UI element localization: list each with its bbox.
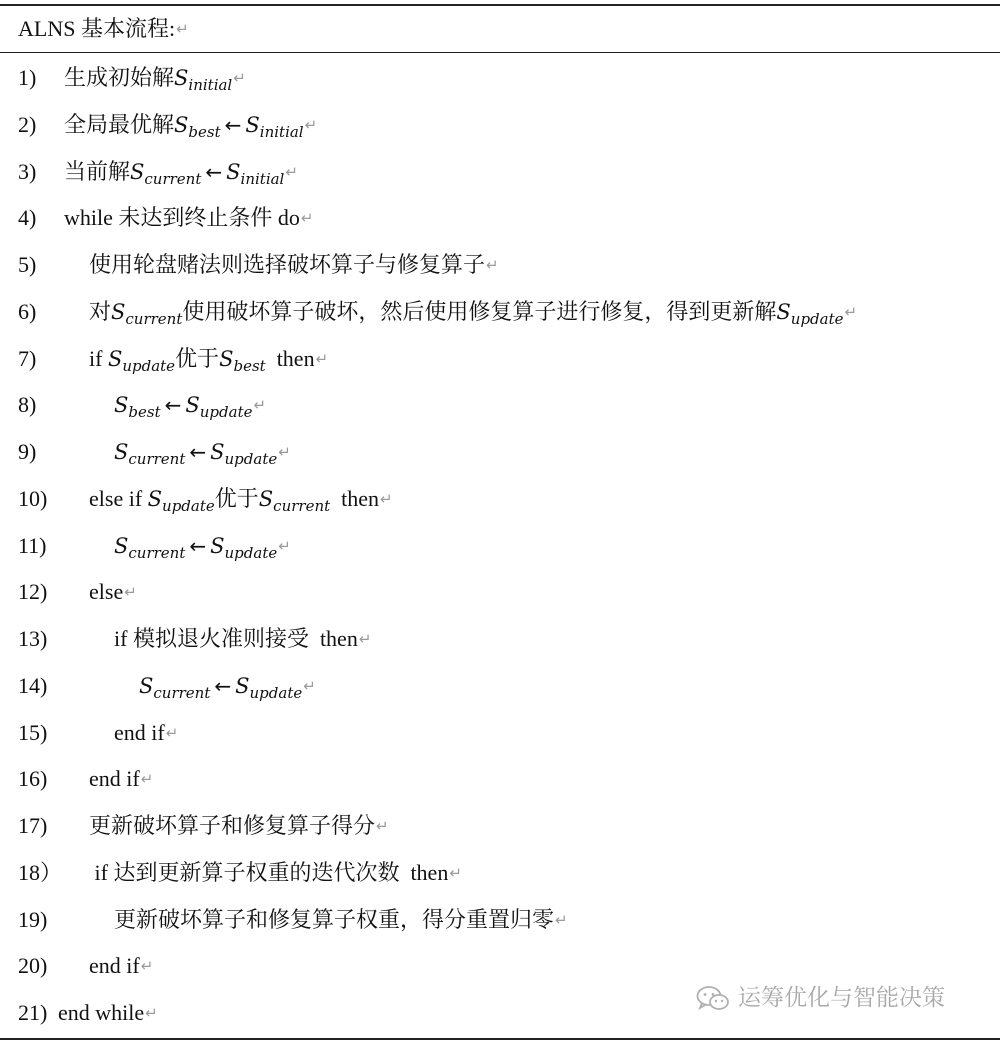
- variable-base: S: [210, 440, 225, 464]
- line-content: [114, 902, 568, 938]
- algorithm-line: [0, 341, 1000, 377]
- line-number: 17): [18, 813, 48, 838]
- line-content: [114, 621, 371, 657]
- line-number: 19): [18, 906, 48, 932]
- paragraph-mark-icon: ↵: [278, 443, 291, 461]
- line-content: [89, 855, 462, 891]
- variable-base: S: [147, 486, 163, 511]
- paragraph-mark-icon: ↵: [358, 630, 372, 648]
- solution-variable: [174, 66, 233, 94]
- solution-variable: [114, 533, 186, 562]
- paragraph-mark-icon: ↵: [303, 676, 316, 695]
- paragraph-mark-icon: ↵: [165, 723, 179, 742]
- algorithm-line: [0, 621, 1000, 657]
- line-content: [114, 715, 178, 751]
- algorithm-line: [0, 574, 1000, 610]
- variable-base: S: [185, 393, 200, 418]
- algorithm-line: [0, 902, 1000, 938]
- line-text: while 未达到终止条件 do: [64, 205, 300, 231]
- line-content: [89, 247, 499, 283]
- variable-base: S: [107, 346, 123, 371]
- line-content: [89, 808, 389, 844]
- line-content: [114, 528, 291, 564]
- line-number: 21): [18, 1000, 48, 1025]
- line-text: else: [89, 579, 124, 605]
- paragraph-mark-icon: ↵: [376, 817, 389, 835]
- variable-base: S: [776, 299, 791, 324]
- solution-variable: [185, 393, 253, 422]
- line-content: [89, 574, 137, 610]
- line-content: [89, 294, 857, 330]
- algorithm-line: [0, 715, 1000, 751]
- algorithm-line: [0, 387, 1000, 423]
- variable-base: S: [174, 112, 189, 137]
- paragraph-mark-icon: ↵: [145, 1004, 158, 1022]
- variable-base: S: [114, 393, 129, 418]
- variable-subscript: current: [144, 169, 202, 188]
- line-content: [89, 481, 393, 517]
- variable-subscript: best: [233, 356, 266, 375]
- variable-base: S: [219, 346, 234, 371]
- solution-variable: [114, 440, 186, 468]
- line-text: 当前解: [64, 158, 131, 184]
- algorithm-line: [0, 761, 1000, 797]
- line-text: 全局最优解: [64, 111, 175, 137]
- solution-variable: [210, 533, 278, 562]
- algorithm-line: [0, 528, 1000, 564]
- variable-base: S: [111, 299, 126, 324]
- solution-variable: [174, 112, 221, 141]
- line-content: [139, 668, 316, 704]
- assign-arrow-icon: ←: [205, 159, 223, 184]
- paragraph-mark-icon: ↵: [486, 256, 499, 274]
- algorithm-line: [0, 808, 1000, 844]
- paragraph-mark-icon: ↵: [555, 910, 568, 929]
- variable-base: S: [235, 673, 250, 698]
- solution-variable: [130, 159, 202, 188]
- variable-subscript: update: [790, 309, 844, 328]
- variable-base: S: [114, 533, 129, 558]
- line-text: 优于: [214, 485, 259, 511]
- paragraph-mark-icon: ↵: [233, 69, 246, 87]
- line-text: 优于: [175, 345, 220, 371]
- variable-subscript: current: [273, 496, 331, 515]
- line-number: 18）: [18, 859, 63, 885]
- variable-subscript: current: [128, 543, 186, 562]
- line-text: 生成初始解: [64, 65, 175, 90]
- line-number: 9): [18, 439, 37, 464]
- algorithm-line: [0, 668, 1000, 704]
- solution-variable: [139, 673, 211, 702]
- line-number: 11): [18, 532, 47, 558]
- line-text: end if: [114, 719, 165, 745]
- line-text: if 达到更新算子权重的迭代次数 then: [89, 859, 449, 885]
- line-text: 更新破坏算子和修复算子得分: [89, 813, 376, 838]
- algorithm-line: [0, 154, 1000, 190]
- line-number: 8): [18, 392, 37, 418]
- line-content: [64, 107, 317, 143]
- line-number: 12): [18, 579, 48, 605]
- solution-variable: [219, 346, 266, 375]
- paragraph-mark-icon: ↵: [278, 536, 291, 555]
- line-text: 更新破坏算子和修复算子权重，得分重置归零: [114, 906, 555, 932]
- variable-base: S: [226, 159, 241, 184]
- algorithm-line: [0, 107, 1000, 143]
- assign-arrow-icon: ←: [189, 533, 207, 558]
- line-text: end while: [58, 1000, 145, 1025]
- solution-variable: [210, 440, 278, 468]
- line-text: else if: [89, 485, 148, 511]
- wechat-logo-icon: [696, 985, 730, 1013]
- line-content: [64, 200, 313, 236]
- algorithm-line: [0, 434, 1000, 470]
- line-number: 4): [18, 205, 37, 231]
- line-number: 5): [18, 252, 37, 277]
- table-bottom-rule: [0, 1038, 1000, 1040]
- variable-base: S: [258, 486, 274, 511]
- line-content: [114, 387, 266, 423]
- variable-subscript: update: [162, 496, 215, 515]
- algorithm-line: [0, 200, 1000, 236]
- variable-subscript: initial: [188, 76, 233, 94]
- assign-arrow-icon: ←: [189, 440, 207, 464]
- line-number: 15): [18, 719, 48, 745]
- watermark: [696, 980, 945, 1016]
- variable-base: S: [114, 440, 129, 464]
- line-text: 对: [89, 298, 112, 324]
- watermark-text: 运筹优化与智能决策: [738, 985, 945, 1011]
- variable-subscript: current: [125, 309, 183, 328]
- line-number: 2): [18, 111, 37, 137]
- algorithm-line: [0, 855, 1000, 891]
- line-number: 1): [18, 65, 37, 90]
- variable-subscript: update: [122, 356, 176, 375]
- variable-subscript: update: [249, 683, 303, 702]
- line-content: [89, 341, 328, 377]
- variable-subscript: current: [153, 683, 211, 702]
- line-number: 7): [18, 345, 37, 371]
- algorithm-line: [0, 481, 1000, 517]
- paragraph-mark-icon: ↵: [315, 349, 329, 368]
- solution-variable: [111, 299, 183, 328]
- line-text: then: [265, 345, 315, 371]
- solution-variable: [114, 393, 161, 422]
- variable-base: S: [245, 112, 260, 137]
- line-content: [64, 154, 298, 190]
- line-number: 3): [18, 158, 37, 184]
- line-number: 14): [18, 672, 48, 698]
- algorithm-header: [18, 14, 189, 44]
- line-text: 使用轮盘赌法则选择破坏算子与修复算子: [89, 252, 486, 277]
- line-content: [89, 948, 153, 984]
- algorithm-line: [0, 294, 1000, 330]
- solution-variable: [258, 486, 331, 515]
- solution-variable: [107, 346, 176, 375]
- paragraph-mark-icon: ↵: [140, 770, 154, 789]
- variable-subscript: best: [188, 122, 221, 141]
- line-number: 13): [18, 626, 48, 651]
- algorithm-line: [0, 60, 1000, 96]
- solution-variable: [776, 299, 844, 328]
- solution-variable: [235, 673, 303, 702]
- paragraph-mark-icon: ↵: [140, 957, 154, 976]
- line-text: 使用破坏算子破坏，然后使用修复算子进行修复，得到更新解: [182, 298, 777, 324]
- line-content: [89, 761, 153, 797]
- assign-arrow-icon: ←: [224, 112, 242, 137]
- variable-base: S: [174, 66, 189, 90]
- paragraph-mark-icon: ↵: [304, 115, 318, 134]
- assign-arrow-icon: ←: [164, 393, 182, 418]
- variable-subscript: initial: [259, 122, 304, 141]
- line-text: if: [89, 345, 108, 371]
- line-number: 6): [18, 298, 37, 324]
- paragraph-mark-icon: ↵: [380, 489, 393, 508]
- paragraph-mark-icon: ↵: [449, 863, 462, 882]
- line-content: [64, 60, 246, 96]
- line-content: [114, 434, 291, 470]
- line-number: 20): [18, 953, 48, 979]
- algorithm-title: ALNS 基本流程:: [18, 16, 176, 41]
- variable-subscript: update: [224, 450, 278, 468]
- header-divider-rule: [0, 52, 1000, 53]
- algorithm-line: [0, 948, 1000, 984]
- line-number: 10): [18, 485, 48, 511]
- variable-subscript: update: [224, 543, 278, 562]
- solution-variable: [147, 486, 215, 515]
- line-content: [58, 995, 158, 1031]
- line-text: end if: [89, 766, 140, 792]
- algorithm-line: [0, 247, 1000, 283]
- solution-variable: [226, 159, 285, 188]
- line-text: then: [330, 485, 380, 511]
- assign-arrow-icon: ←: [214, 673, 232, 698]
- table-top-rule: [0, 4, 1000, 6]
- variable-subscript: current: [128, 450, 186, 468]
- variable-base: S: [139, 673, 154, 698]
- line-text: end if: [89, 953, 140, 979]
- paragraph-mark-icon: ↵: [253, 396, 267, 415]
- variable-subscript: initial: [240, 169, 285, 188]
- variable-subscript: update: [199, 403, 253, 422]
- variable-subscript: best: [128, 403, 161, 422]
- variable-base: S: [130, 159, 145, 184]
- paragraph-mark-icon: ↵: [300, 209, 314, 228]
- line-number: 16): [18, 766, 48, 792]
- line-text: if 模拟退火准则接受 then: [114, 626, 358, 651]
- solution-variable: [245, 112, 304, 141]
- variable-base: S: [210, 533, 225, 558]
- paragraph-mark-icon: ↵: [285, 162, 298, 181]
- paragraph-mark-icon: ↵: [124, 583, 137, 602]
- paragraph-mark-icon: ↵: [176, 20, 189, 38]
- paragraph-mark-icon: ↵: [844, 302, 858, 321]
